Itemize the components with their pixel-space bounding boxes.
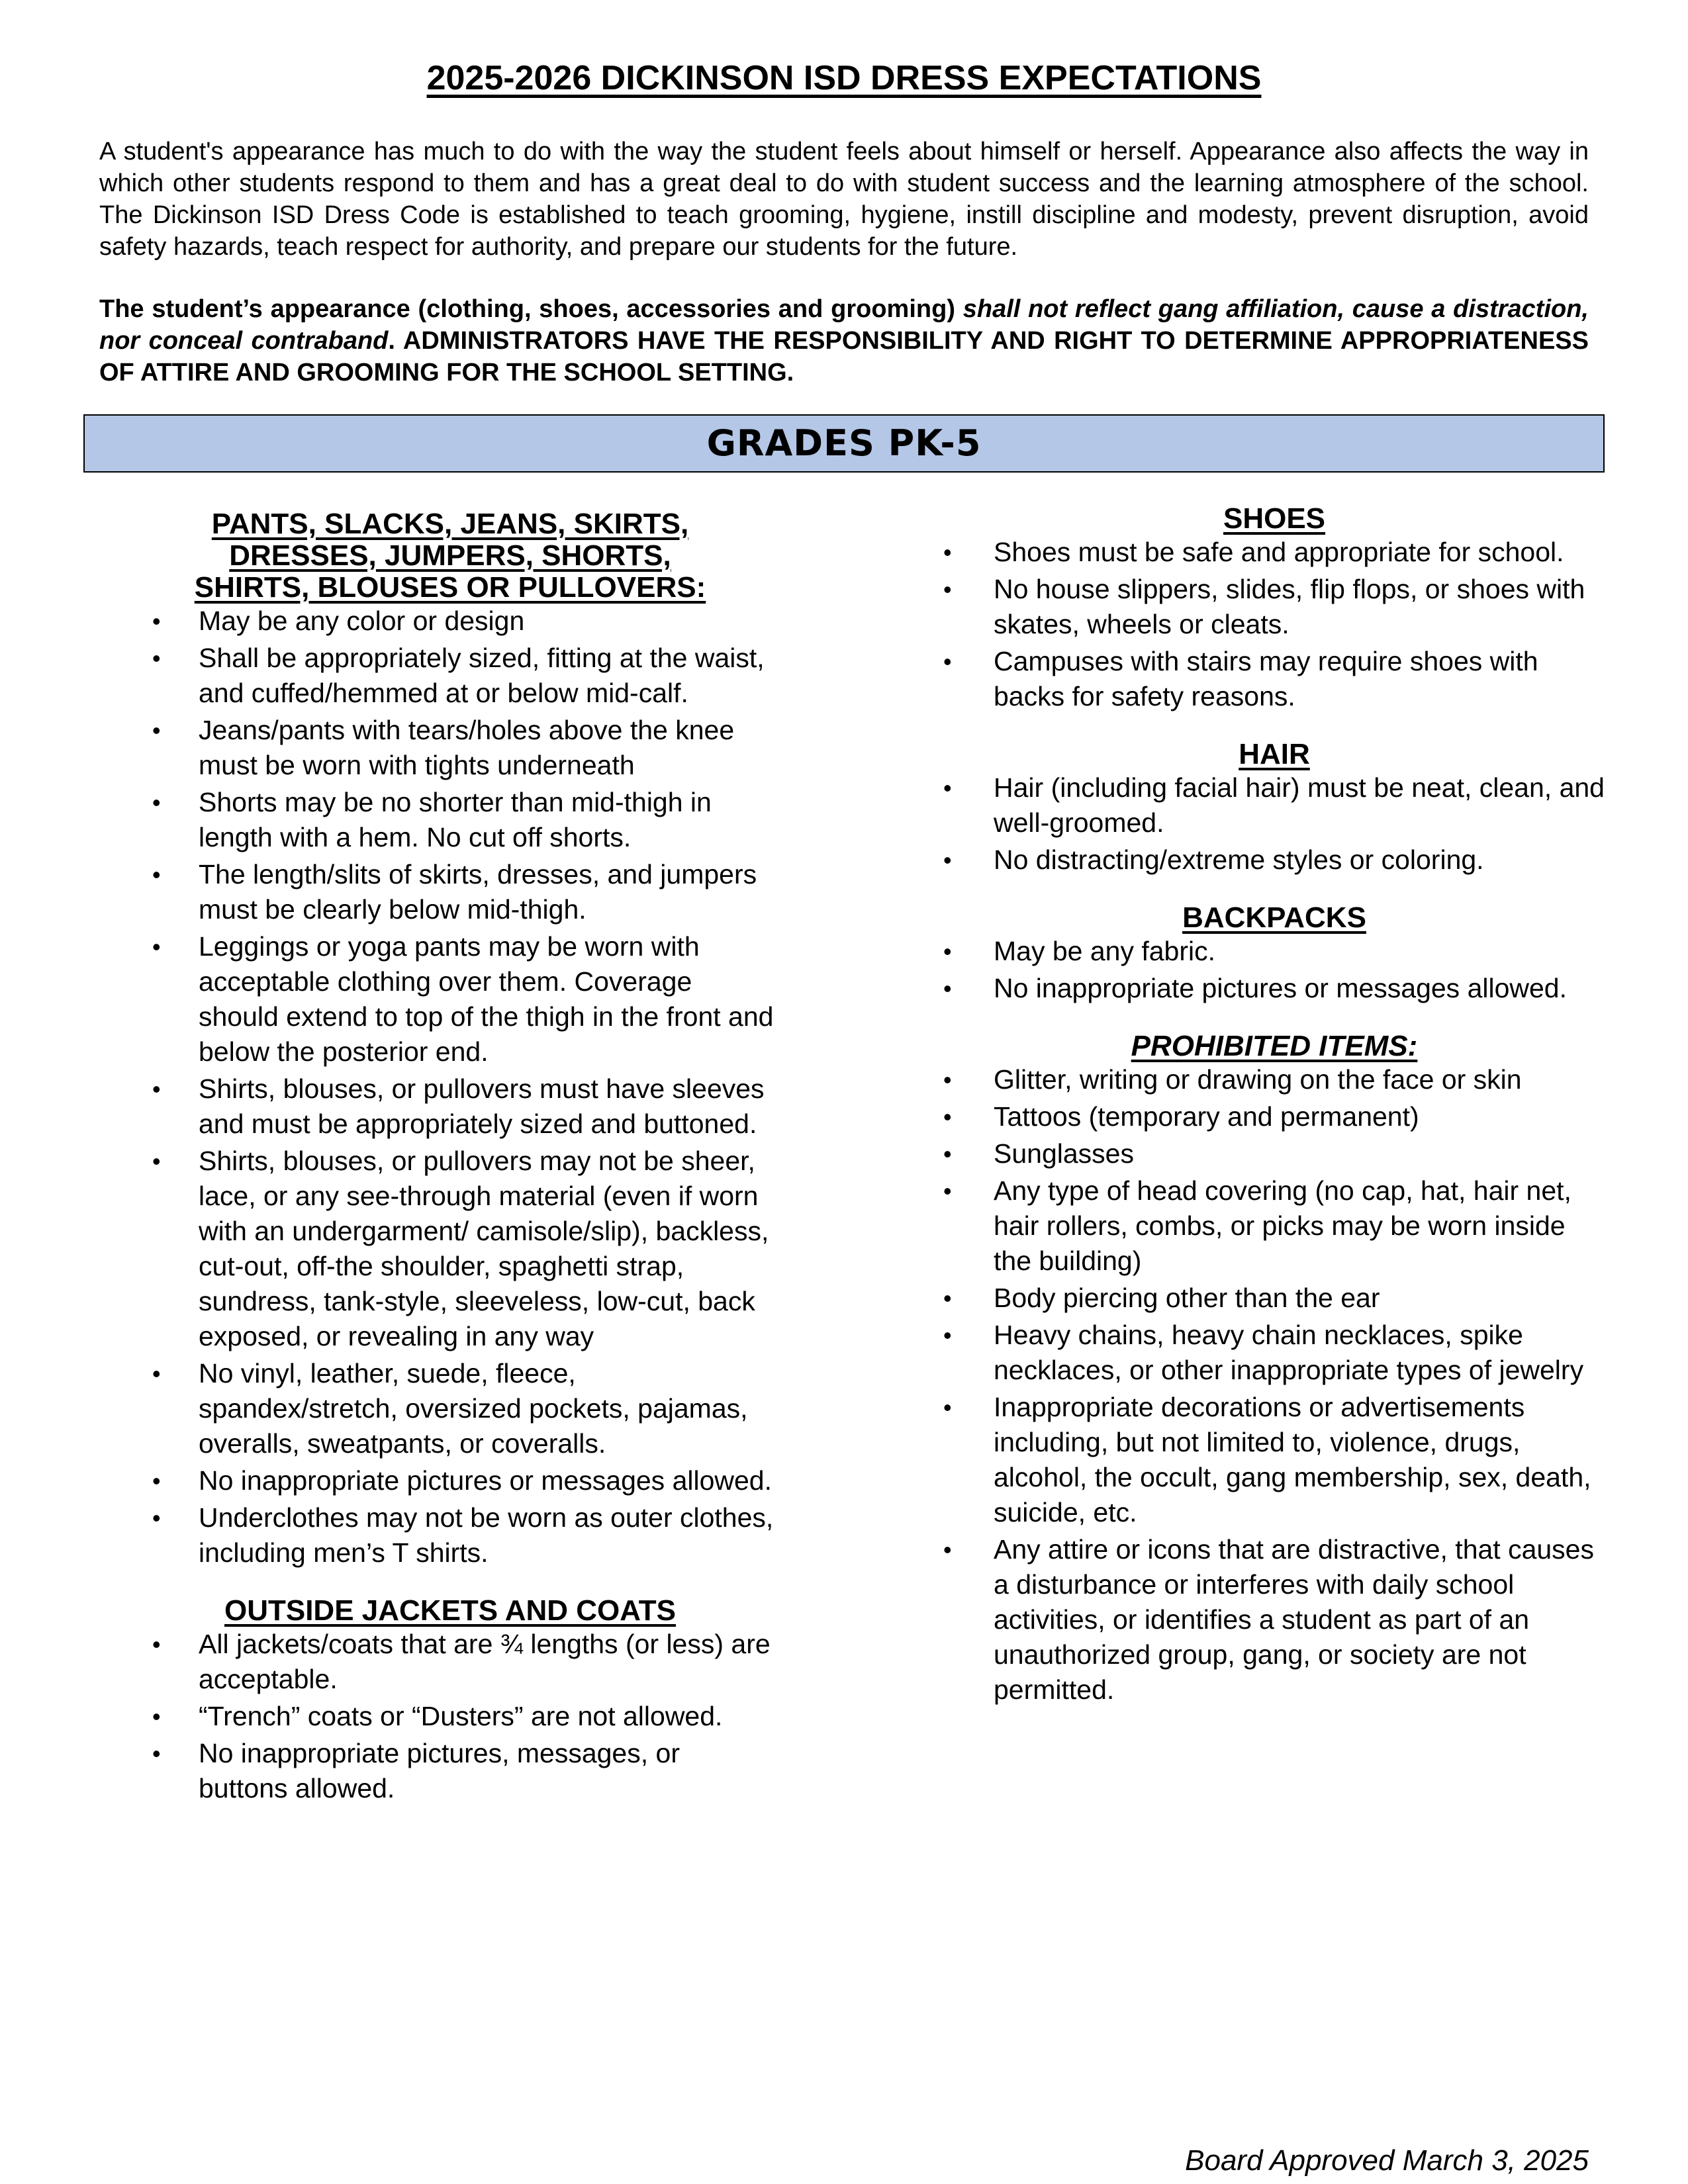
bullet-icon: • — [152, 717, 161, 744]
intro-paragraph: A student's appearance has much to do with the way the student feels about himself or herself. Appearance also affects the way in which other students respond to them and has a great deal to do with student success and the learning atmosphere of the school. The Dickinson ISD Dress Code is established to teach grooming, hygiene, instill discipline and modesty, prevent disruption, avoid safety hazards, teach respect for authority, and prepare our students for the future. — [99, 138, 1589, 261]
backpacks-list — [943, 934, 1605, 1006]
bullet-icon: • — [152, 645, 161, 672]
list-item-text: Body piercing other than the ear — [994, 1283, 1380, 1313]
list-item — [139, 1144, 774, 1354]
bullet-icon: • — [943, 1103, 952, 1130]
bullet-icon: • — [152, 789, 161, 816]
list-item-text: Shall be appropriately sized, fitting at the waist, and cuffed/hemmed at or below mid-calf. — [199, 643, 765, 708]
bullet-icon: • — [943, 576, 952, 603]
list-item — [139, 1356, 774, 1461]
bullet-icon: • — [943, 1177, 952, 1205]
notice-paragraph — [99, 293, 1589, 388]
list-item — [943, 770, 1605, 841]
list-item — [139, 604, 774, 639]
list-item-text: Shirts, blouses, or pullovers may not be sheer, lace, or any see-through material (even if worn with an undergarment/ camisole/slip), backless, cut-out, off-the shoulder, spaghetti strap, sundress, tank-style, sleeveless, low-cut, back exposed, or revealing in any way — [199, 1146, 769, 1351]
right-column — [943, 503, 1605, 1709]
list-item — [943, 1281, 1605, 1316]
list-item-text: No inappropriate pictures or messages allowed. — [994, 973, 1568, 1003]
shoes-heading: SHOES — [1223, 502, 1326, 535]
notice-period: . — [388, 327, 403, 355]
list-item-text: Shoes must be safe and appropriate for school. — [994, 537, 1564, 567]
notice-caps: ADMINISTRATORS HAVE THE RESPONSIBILITY AND RIGHT TO DETERMINE APPROPRIATENESS OF ATTIRE AND GROOMING FOR THE SCHOOL SETTING. — [99, 327, 1589, 387]
bullet-icon: • — [943, 975, 952, 1002]
list-item-text: No vinyl, leather, suede, fleece, spandex/stretch, oversized pockets, pajamas, overalls, sweatpants, or coveralls. — [199, 1358, 748, 1459]
list-item — [943, 1136, 1605, 1171]
clothing-heading-line: DRESSES, JUMPERS, SHORTS, — [229, 539, 671, 572]
bullet-icon: • — [943, 1536, 952, 1563]
list-item-text: Campuses with stairs may require shoes with backs for safety reasons. — [994, 646, 1538, 711]
list-item — [943, 1532, 1605, 1707]
list-item-text: No house slippers, slides, flip flops, or shoes with skates, wheels or cleats. — [994, 574, 1585, 639]
list-item — [139, 641, 774, 711]
left-column — [139, 508, 774, 1808]
bullet-icon: • — [152, 1360, 161, 1387]
document-title: 2025-2026 DICKINSON ISD DRESS EXPECTATIONS — [426, 59, 1262, 97]
clothing-list — [139, 604, 774, 1570]
list-item — [943, 1390, 1605, 1530]
list-item-text: No inappropriate pictures, messages, or buttons allowed. — [199, 1738, 680, 1803]
bullet-icon: • — [152, 933, 161, 960]
board-approval-note: Board Approved March 3, 2025 — [1185, 2144, 1589, 2177]
list-item — [943, 1062, 1605, 1097]
backpacks-heading: BACKPACKS — [1182, 901, 1366, 934]
list-item — [943, 572, 1605, 642]
bullet-icon: • — [943, 1066, 952, 1093]
bullet-icon: • — [943, 1322, 952, 1349]
list-item — [943, 644, 1605, 714]
bullet-icon: • — [943, 774, 952, 801]
list-item-text: Heavy chains, heavy chain necklaces, spike necklaces, or other inappropriate types of jewelry — [994, 1320, 1584, 1385]
hair-heading: HAIR — [1239, 738, 1310, 770]
list-item — [943, 1173, 1605, 1279]
list-item — [943, 1099, 1605, 1134]
list-item-text: Inappropriate decorations or advertisements including, but not limited to, violence, drugs, alcohol, the occult, gang membership, sex, death, suicide, etc. — [994, 1392, 1591, 1527]
list-item — [139, 1500, 774, 1570]
bullet-icon: • — [152, 1467, 161, 1494]
bullet-icon: • — [943, 1394, 952, 1421]
list-item-text: No distracting/extreme styles or coloring. — [994, 844, 1484, 875]
list-item-text: Glitter, writing or drawing on the face or skin — [994, 1064, 1522, 1095]
clothing-heading-line: PANTS, SLACKS, JEANS, SKIRTS, — [211, 508, 689, 540]
bullet-icon: • — [943, 648, 952, 675]
bullet-icon: • — [152, 1703, 161, 1730]
bullet-icon: • — [152, 1504, 161, 1531]
bullet-icon: • — [943, 1285, 952, 1312]
list-item — [139, 1699, 774, 1734]
bullet-icon: • — [943, 938, 952, 965]
list-item — [943, 535, 1605, 570]
bullet-icon: • — [943, 539, 952, 566]
bullet-icon: • — [943, 846, 952, 874]
list-item-text: May be any color or design — [199, 606, 525, 636]
list-item-text: Hair (including facial hair) must be neat, clean, and well-groomed. — [994, 772, 1605, 838]
list-item-text: No inappropriate pictures or messages allowed. — [199, 1465, 773, 1496]
list-item-text: All jackets/coats that are ¾ lengths (or less) are acceptable. — [199, 1629, 771, 1694]
list-item — [139, 1627, 774, 1697]
bullet-icon: • — [152, 861, 161, 888]
list-item — [139, 1463, 774, 1498]
list-item-text: Any type of head covering (no cap, hat, hair net, hair rollers, combs, or picks may be worn inside the building) — [994, 1175, 1571, 1276]
list-item-text: Shorts may be no shorter than mid-thigh in length with a hem. No cut off shorts. — [199, 787, 712, 852]
list-item-text: The length/slits of skirts, dresses, and jumpers must be clearly below mid-thigh. — [199, 859, 757, 925]
list-item-text: Leggings or yoga pants may be worn with acceptable clothing over them. Coverage should extend to top of the thigh in the front and below the posterior end. — [199, 931, 774, 1067]
list-item — [139, 1071, 774, 1142]
list-item-text: “Trench” coats or “Dusters” are not allowed. — [199, 1701, 723, 1731]
list-item-text: Sunglasses — [994, 1138, 1134, 1169]
list-item — [139, 929, 774, 1069]
prohibited-heading: PROHIBITED ITEMS: — [1131, 1030, 1418, 1062]
list-item-text: Any attire or icons that are distractive, that causes a disturbance or interferes with daily school activities, or identifies a student as part of an unauthorized group, gang, or society are not permitted. — [994, 1534, 1594, 1705]
list-item — [943, 1318, 1605, 1388]
clothing-heading — [139, 508, 761, 604]
list-item — [139, 785, 774, 855]
bullet-icon: • — [152, 1148, 161, 1175]
list-item — [943, 971, 1605, 1006]
list-item-text: Shirts, blouses, or pullovers must have sleeves and must be appropriately sized and buttoned. — [199, 1073, 765, 1139]
clothing-heading-line: SHIRTS, BLOUSES OR PULLOVERS: — [194, 571, 706, 604]
bullet-icon: • — [152, 1075, 161, 1103]
bullet-icon: • — [152, 608, 161, 635]
list-item-text: Jeans/pants with tears/holes above the knee must be worn with tights underneath — [199, 715, 735, 780]
jackets-list — [139, 1627, 774, 1806]
prohibited-list — [943, 1062, 1605, 1707]
bullet-icon: • — [152, 1631, 161, 1658]
list-item-text: Tattoos (temporary and permanent) — [994, 1101, 1419, 1132]
list-item — [139, 713, 774, 783]
list-item — [943, 842, 1605, 878]
hair-list — [943, 770, 1605, 878]
list-item-text: May be any fabric. — [994, 936, 1215, 966]
jackets-heading: OUTSIDE JACKETS AND COATS — [224, 1594, 677, 1627]
list-item — [943, 934, 1605, 969]
shoes-list — [943, 535, 1605, 714]
bullet-icon: • — [152, 1740, 161, 1767]
list-item-text: Underclothes may not be worn as outer clothes, including men’s T shirts. — [199, 1502, 774, 1568]
grade-band-banner: GRADES PK-5 — [83, 414, 1605, 473]
notice-lead: The student’s appearance (clothing, shoes, accessories and grooming) — [99, 295, 963, 323]
bullet-icon: • — [943, 1140, 952, 1167]
notice-italic: shall not reflect gang affiliation, cause a distraction, nor conceal contraband — [99, 295, 1589, 355]
list-item — [139, 857, 774, 927]
list-item — [139, 1736, 774, 1806]
